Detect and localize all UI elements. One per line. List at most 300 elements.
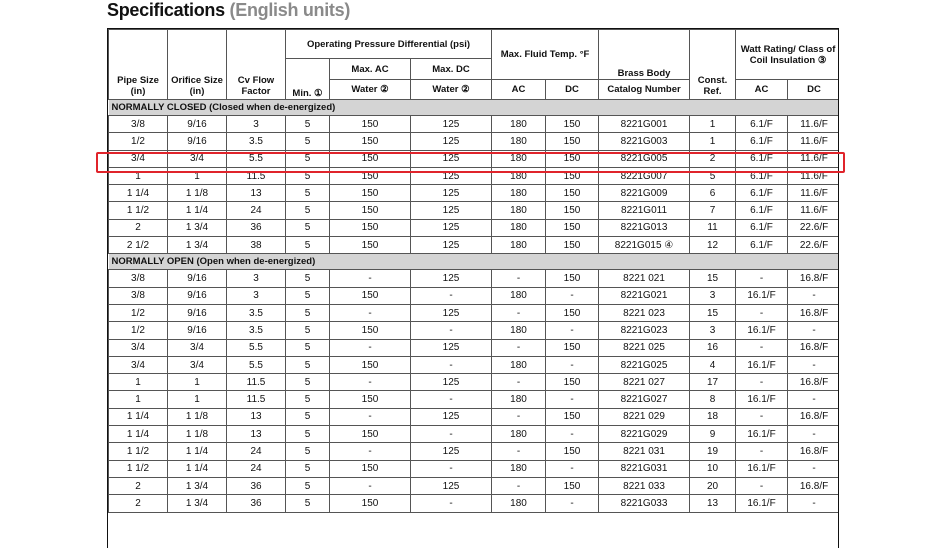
- table-cell: 5: [286, 150, 330, 167]
- table-cell: 5: [690, 167, 736, 184]
- table-cell: 11.6/F: [788, 150, 839, 167]
- header-watt-ac: AC: [736, 80, 788, 100]
- table-cell: -: [492, 443, 546, 460]
- table-cell: 2: [109, 495, 168, 512]
- table-cell: 11.5: [227, 391, 286, 408]
- table-cell: 1: [168, 167, 227, 184]
- table-cell: 8221 033: [599, 477, 690, 494]
- header-catalog-number: Catalog Number: [599, 80, 690, 100]
- table-cell: 1: [690, 133, 736, 150]
- table-cell: -: [736, 408, 788, 425]
- table-cell: 8221G013: [599, 219, 690, 236]
- table-row: [109, 339, 840, 356]
- table-cell: 1 1/2: [109, 202, 168, 219]
- table-cell: 1 1/2: [109, 443, 168, 460]
- table-cell: 16.1/F: [736, 356, 788, 373]
- table-cell: 8221G033: [599, 495, 690, 512]
- table-cell: 11.6/F: [788, 202, 839, 219]
- table-cell: -: [330, 443, 411, 460]
- table-header: [109, 30, 840, 100]
- title-main: Specifications: [107, 0, 225, 20]
- table-cell: 150: [330, 150, 411, 167]
- table-cell: 180: [492, 133, 546, 150]
- table-cell: -: [546, 495, 599, 512]
- table-cell: 9/16: [168, 322, 227, 339]
- table-cell: -: [546, 356, 599, 373]
- table-cell: 11: [690, 219, 736, 236]
- table-cell: 150: [546, 133, 599, 150]
- table-cell: 1 1/8: [168, 185, 227, 202]
- table-cell: 180: [492, 167, 546, 184]
- table-cell: 13: [227, 408, 286, 425]
- table-cell: 150: [330, 133, 411, 150]
- table-cell: 125: [411, 202, 492, 219]
- table-cell: -: [546, 391, 599, 408]
- table-cell: 24: [227, 460, 286, 477]
- table-cell: 150: [330, 116, 411, 133]
- table-cell: 9/16: [168, 270, 227, 287]
- table-cell: 180: [492, 426, 546, 443]
- table-row: [109, 443, 840, 460]
- table-cell: -: [492, 270, 546, 287]
- table-cell: 150: [330, 185, 411, 202]
- table-cell: -: [330, 408, 411, 425]
- table-cell: 1: [109, 374, 168, 391]
- table-cell: 150: [330, 391, 411, 408]
- table-cell: 11.6/F: [788, 185, 839, 202]
- table-cell: 24: [227, 443, 286, 460]
- table-cell: 150: [546, 408, 599, 425]
- header-max-ac: Max. AC: [330, 59, 411, 80]
- table-row: [109, 495, 840, 512]
- table-cell: 2 1/2: [109, 237, 168, 254]
- table-cell: 150: [546, 167, 599, 184]
- table-cell: 11.6/F: [788, 167, 839, 184]
- table-cell: 1 1/4: [109, 426, 168, 443]
- table-row: [109, 237, 840, 254]
- header-watt-dc: DC: [788, 80, 839, 100]
- header-watt-rating: Watt Rating/ Class of Coil Insulation ③: [736, 30, 839, 80]
- table-cell: 3/4: [168, 150, 227, 167]
- table-cell: 9/16: [168, 287, 227, 304]
- table-row: [109, 408, 840, 425]
- table-cell: 180: [492, 322, 546, 339]
- table-cell: 16.8/F: [788, 443, 839, 460]
- table-row: [109, 460, 840, 477]
- table-cell: 1 1/8: [168, 408, 227, 425]
- table-cell: 5: [286, 287, 330, 304]
- table-cell: 1 3/4: [168, 237, 227, 254]
- table-cell: 150: [330, 426, 411, 443]
- table-cell: 125: [411, 339, 492, 356]
- table-cell: 5.5: [227, 339, 286, 356]
- table-cell: 5: [286, 116, 330, 133]
- header-cv-flow-factor: Cv Flow Factor: [227, 30, 286, 100]
- table-cell: 6: [690, 185, 736, 202]
- table-cell: 180: [492, 460, 546, 477]
- table-cell: -: [330, 374, 411, 391]
- table-cell: 3/4: [109, 150, 168, 167]
- table-cell: -: [492, 374, 546, 391]
- table-cell: 180: [492, 202, 546, 219]
- table-cell: 125: [411, 237, 492, 254]
- table-cell: 150: [546, 270, 599, 287]
- table-row: [109, 270, 840, 287]
- header-temp-dc: DC: [546, 80, 599, 100]
- table-cell: 16.1/F: [736, 287, 788, 304]
- table-cell: 36: [227, 219, 286, 236]
- table-row: [109, 133, 840, 150]
- table-cell: 1: [109, 167, 168, 184]
- table-cell: 3.5: [227, 322, 286, 339]
- table-cell: 150: [330, 237, 411, 254]
- table-cell: 16.1/F: [736, 460, 788, 477]
- table-body: [109, 100, 840, 513]
- section-label: NORMALLY OPEN (Open when de-energized): [109, 254, 840, 270]
- table-cell: 17: [690, 374, 736, 391]
- table-cell: -: [736, 304, 788, 321]
- table-cell: 125: [411, 185, 492, 202]
- table-cell: 1: [168, 391, 227, 408]
- table-cell: 5: [286, 322, 330, 339]
- table-cell: 5: [286, 202, 330, 219]
- table-cell: 5: [286, 185, 330, 202]
- table-row: [109, 116, 840, 133]
- table-cell: 18: [690, 408, 736, 425]
- table-cell: -: [411, 460, 492, 477]
- table-cell: 150: [330, 322, 411, 339]
- table-cell: 5: [286, 374, 330, 391]
- table-cell: 16.8/F: [788, 339, 839, 356]
- table-row: [109, 304, 840, 321]
- table-cell: 3/4: [168, 356, 227, 373]
- table-cell: 125: [411, 150, 492, 167]
- table-cell: 180: [492, 356, 546, 373]
- table-cell: -: [330, 304, 411, 321]
- page-title: [107, 0, 350, 21]
- table-cell: 36: [227, 495, 286, 512]
- table-cell: 6.1/F: [736, 116, 788, 133]
- table-cell: 9/16: [168, 116, 227, 133]
- table-row: [109, 167, 840, 184]
- table-cell: 4: [690, 356, 736, 373]
- table-cell: 6.1/F: [736, 133, 788, 150]
- table-cell: 125: [411, 443, 492, 460]
- table-cell: 180: [492, 391, 546, 408]
- table-cell: 1 3/4: [168, 495, 227, 512]
- table-cell: 24: [227, 202, 286, 219]
- table-cell: 150: [330, 460, 411, 477]
- table-cell: -: [788, 287, 839, 304]
- table-cell: -: [492, 339, 546, 356]
- table-cell: 8: [690, 391, 736, 408]
- header-water-ac: Water ②: [330, 80, 411, 100]
- table-cell: 150: [546, 237, 599, 254]
- table-cell: 20: [690, 477, 736, 494]
- table-cell: 5: [286, 477, 330, 494]
- table-row: [109, 185, 840, 202]
- table-cell: 150: [546, 185, 599, 202]
- table-cell: 16.1/F: [736, 495, 788, 512]
- table-cell: -: [736, 374, 788, 391]
- table-cell: 150: [546, 477, 599, 494]
- table-cell: 8221G025: [599, 356, 690, 373]
- table-cell: 16.8/F: [788, 408, 839, 425]
- table-row: [109, 322, 840, 339]
- table-cell: 9/16: [168, 304, 227, 321]
- table-cell: 5: [286, 237, 330, 254]
- table-cell: 8221G001: [599, 116, 690, 133]
- table-cell: 5: [286, 270, 330, 287]
- table-cell: 150: [330, 202, 411, 219]
- table-cell: 16.1/F: [736, 426, 788, 443]
- table-cell: 9/16: [168, 133, 227, 150]
- table-cell: 8221 031: [599, 443, 690, 460]
- table-cell: 5: [286, 460, 330, 477]
- table-cell: 7: [690, 202, 736, 219]
- table-cell: 5: [286, 339, 330, 356]
- table-cell: 8221 023: [599, 304, 690, 321]
- table-row: [109, 287, 840, 304]
- table-row: [109, 391, 840, 408]
- table-cell: 150: [546, 339, 599, 356]
- table-cell: -: [411, 426, 492, 443]
- table-cell: 16.8/F: [788, 304, 839, 321]
- table-cell: 36: [227, 477, 286, 494]
- specifications-table-container: [107, 28, 839, 548]
- table-cell: -: [788, 460, 839, 477]
- table-cell: 180: [492, 495, 546, 512]
- section-label: NORMALLY CLOSED (Closed when de-energized): [109, 100, 840, 116]
- table-cell: 150: [330, 167, 411, 184]
- table-row: [109, 374, 840, 391]
- table-cell: 1: [690, 116, 736, 133]
- table-cell: 5: [286, 391, 330, 408]
- table-cell: 3: [227, 116, 286, 133]
- table-cell: 1/2: [109, 304, 168, 321]
- table-cell: 150: [546, 443, 599, 460]
- table-cell: 125: [411, 270, 492, 287]
- table-cell: 22.6/F: [788, 237, 839, 254]
- table-cell: 150: [546, 219, 599, 236]
- header-max-dc: Max. DC: [411, 59, 492, 80]
- table-cell: 6.1/F: [736, 202, 788, 219]
- header-max-fluid-temp: Max. Fluid Temp. °F: [492, 30, 599, 80]
- table-cell: 16.1/F: [736, 322, 788, 339]
- table-row: [109, 426, 840, 443]
- table-cell: 1: [109, 391, 168, 408]
- table-cell: 180: [492, 287, 546, 304]
- table-row: [109, 150, 840, 167]
- table-cell: -: [736, 339, 788, 356]
- table-cell: -: [411, 287, 492, 304]
- table-cell: 150: [546, 202, 599, 219]
- header-orifice-size: Orifice Size (in): [168, 30, 227, 100]
- table-cell: 6.1/F: [736, 150, 788, 167]
- table-cell: 1 1/4: [109, 185, 168, 202]
- table-cell: 3/4: [168, 339, 227, 356]
- header-pipe-size: Pipe Size (in): [109, 30, 168, 100]
- table-cell: -: [736, 477, 788, 494]
- title-subtitle: (English units): [229, 0, 351, 20]
- table-cell: 1 1/8: [168, 426, 227, 443]
- table-cell: 8221G021: [599, 287, 690, 304]
- table-cell: 1 1/4: [168, 202, 227, 219]
- table-cell: 3/4: [109, 339, 168, 356]
- table-cell: 11.6/F: [788, 133, 839, 150]
- table-cell: 150: [546, 150, 599, 167]
- section-row: [109, 100, 840, 116]
- table-cell: 12: [690, 237, 736, 254]
- table-cell: -: [411, 356, 492, 373]
- table-cell: 125: [411, 219, 492, 236]
- table-cell: 5.5: [227, 150, 286, 167]
- table-cell: -: [411, 495, 492, 512]
- table-cell: 5: [286, 304, 330, 321]
- table-cell: 3: [227, 270, 286, 287]
- table-cell: -: [492, 477, 546, 494]
- table-cell: 5: [286, 219, 330, 236]
- table-cell: 8221G031: [599, 460, 690, 477]
- table-cell: -: [788, 426, 839, 443]
- table-cell: 125: [411, 116, 492, 133]
- table-cell: 5: [286, 356, 330, 373]
- table-cell: 11.5: [227, 374, 286, 391]
- table-cell: -: [411, 322, 492, 339]
- table-cell: 16: [690, 339, 736, 356]
- table-cell: -: [788, 391, 839, 408]
- table-cell: 5: [286, 495, 330, 512]
- table-cell: 16.1/F: [736, 391, 788, 408]
- table-cell: 3: [227, 287, 286, 304]
- table-cell: 6.1/F: [736, 219, 788, 236]
- header-temp-ac: AC: [492, 80, 546, 100]
- table-cell: 2: [690, 150, 736, 167]
- table-cell: 125: [411, 167, 492, 184]
- table-cell: -: [330, 477, 411, 494]
- table-cell: -: [330, 270, 411, 287]
- table-cell: 19: [690, 443, 736, 460]
- table-cell: 3.5: [227, 133, 286, 150]
- table-cell: 6.1/F: [736, 185, 788, 202]
- table-cell: 150: [330, 287, 411, 304]
- table-cell: 16.8/F: [788, 477, 839, 494]
- table-cell: 150: [546, 374, 599, 391]
- table-cell: 125: [411, 304, 492, 321]
- table-cell: 3/8: [109, 270, 168, 287]
- table-cell: 5: [286, 133, 330, 150]
- table-cell: 125: [411, 133, 492, 150]
- table-cell: 8221G003: [599, 133, 690, 150]
- section-row: [109, 254, 840, 270]
- table-cell: 2: [109, 219, 168, 236]
- table-cell: 1/2: [109, 322, 168, 339]
- table-cell: 2: [109, 477, 168, 494]
- table-cell: 22.6/F: [788, 219, 839, 236]
- table-cell: -: [788, 322, 839, 339]
- table-cell: 5: [286, 443, 330, 460]
- table-cell: -: [546, 426, 599, 443]
- table-cell: 13: [227, 426, 286, 443]
- header-brass-body: Brass Body: [599, 30, 690, 80]
- table-cell: 10: [690, 460, 736, 477]
- table-cell: 15: [690, 270, 736, 287]
- table-cell: 16.8/F: [788, 270, 839, 287]
- table-cell: 125: [411, 477, 492, 494]
- table-cell: 1: [168, 374, 227, 391]
- table-cell: 13: [690, 495, 736, 512]
- header-const-ref: Const. Ref.: [690, 30, 736, 100]
- specifications-table: [108, 29, 839, 513]
- table-cell: 180: [492, 185, 546, 202]
- table-row: [109, 219, 840, 236]
- table-cell: -: [492, 304, 546, 321]
- table-cell: 8221 029: [599, 408, 690, 425]
- table-cell: 1 3/4: [168, 477, 227, 494]
- table-cell: 11.5: [227, 167, 286, 184]
- table-cell: -: [788, 495, 839, 512]
- table-cell: 125: [411, 374, 492, 391]
- table-cell: 3/4: [109, 356, 168, 373]
- table-cell: 38: [227, 237, 286, 254]
- table-cell: 3.5: [227, 304, 286, 321]
- table-cell: 16.8/F: [788, 374, 839, 391]
- table-row: [109, 356, 840, 373]
- table-cell: 5: [286, 408, 330, 425]
- table-cell: 8221G029: [599, 426, 690, 443]
- table-cell: 1 1/2: [109, 460, 168, 477]
- table-cell: -: [546, 460, 599, 477]
- table-cell: 8221G009: [599, 185, 690, 202]
- table-cell: 9: [690, 426, 736, 443]
- table-row: [109, 477, 840, 494]
- table-cell: 150: [546, 304, 599, 321]
- table-cell: 180: [492, 150, 546, 167]
- table-cell: 8221G027: [599, 391, 690, 408]
- table-cell: 1 1/4: [168, 460, 227, 477]
- table-cell: -: [411, 391, 492, 408]
- table-cell: 8221 021: [599, 270, 690, 287]
- table-cell: 8221 027: [599, 374, 690, 391]
- table-cell: -: [736, 270, 788, 287]
- table-cell: 15: [690, 304, 736, 321]
- table-cell: 8221G005: [599, 150, 690, 167]
- table-cell: 180: [492, 219, 546, 236]
- table-cell: 11.6/F: [788, 116, 839, 133]
- table-cell: -: [492, 408, 546, 425]
- table-cell: 1 1/4: [109, 408, 168, 425]
- table-cell: 180: [492, 116, 546, 133]
- table-cell: 1/2: [109, 133, 168, 150]
- table-cell: -: [546, 287, 599, 304]
- table-cell: 3/8: [109, 116, 168, 133]
- header-water-dc: Water ②: [411, 80, 492, 100]
- table-row: [109, 202, 840, 219]
- table-cell: 150: [330, 356, 411, 373]
- table-cell: 8221G023: [599, 322, 690, 339]
- table-cell: 3: [690, 322, 736, 339]
- table-cell: 150: [546, 116, 599, 133]
- table-cell: 125: [411, 408, 492, 425]
- table-cell: 8221G007: [599, 167, 690, 184]
- table-cell: 5: [286, 426, 330, 443]
- header-min: Min. ①: [286, 59, 330, 100]
- table-cell: 150: [330, 219, 411, 236]
- table-cell: 5: [286, 167, 330, 184]
- table-cell: 6.1/F: [736, 167, 788, 184]
- table-cell: -: [546, 322, 599, 339]
- table-cell: 13: [227, 185, 286, 202]
